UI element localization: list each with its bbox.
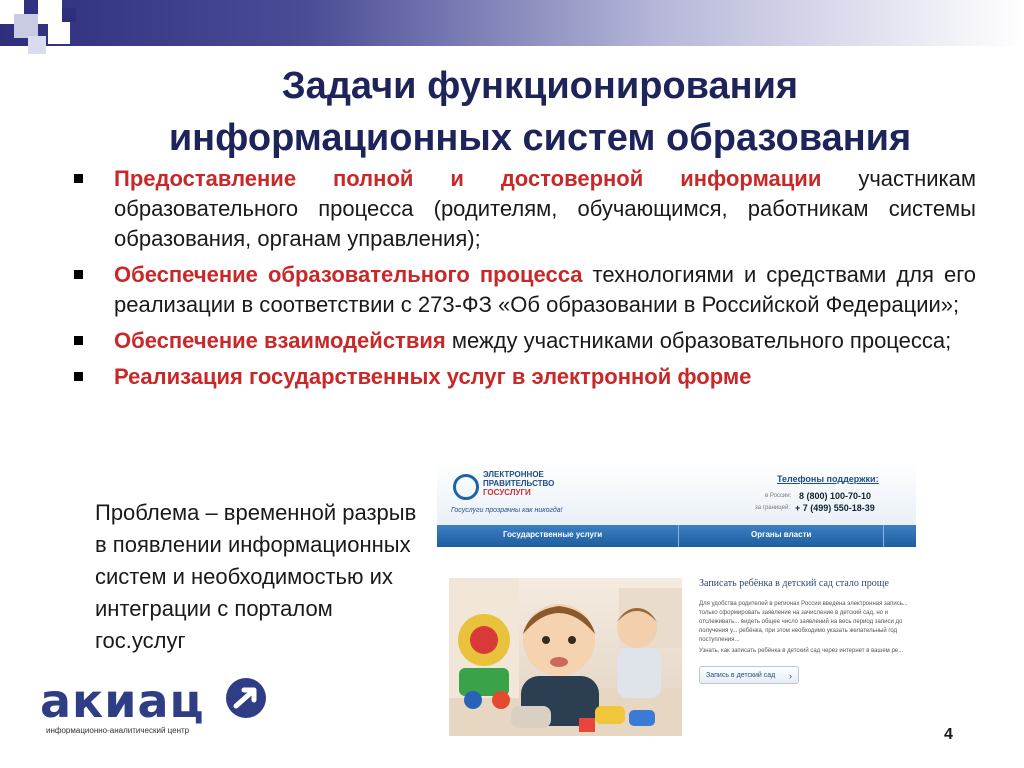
phone1-label: в России:	[765, 493, 792, 499]
chevron-right-icon: ›	[789, 671, 792, 681]
portal-logo-text	[483, 470, 554, 497]
item-text: между участниками образовательного процесса;	[445, 328, 952, 353]
problem-text: Проблема – временной разрыв в появлении информационных систем и необходимостью их интеграции с порталом гос.услуг	[95, 500, 417, 653]
logo-line-2: ПРАВИТЕЛЬСТВО	[483, 479, 555, 488]
slide-title	[60, 60, 1020, 164]
bullet-square-icon	[74, 372, 83, 381]
decor-square	[62, 8, 76, 22]
list-item	[72, 164, 976, 254]
children-playing-image	[449, 578, 682, 736]
item-highlight: Предоставление полной и достоверной информации	[114, 166, 822, 191]
item-highlight: Обеспечение взаимодействия	[114, 328, 446, 353]
phone2-label: за границей:	[755, 505, 791, 511]
decor-square	[14, 14, 38, 38]
list-item	[72, 326, 976, 356]
support-phones-title[interactable]: Телефоны поддержки:	[777, 474, 879, 484]
kindergarten-enroll-button[interactable]	[699, 666, 799, 684]
logo-arrow-icon	[226, 678, 266, 718]
portal-header	[437, 462, 916, 525]
logo-line-1: ЭЛЕКТРОННОЕ	[483, 470, 544, 479]
logo-text: акиац	[40, 674, 205, 728]
header-gradient-bar	[0, 0, 1024, 46]
nav-gov-services[interactable]: Государственные услуги	[503, 530, 603, 539]
task-list	[72, 164, 976, 398]
item-text: участникам образовательного процесса (родителям, обучающимся, работникам системы образования, органам управления);	[114, 166, 977, 251]
logo-line-3: ГОСУСЛУГИ	[483, 488, 531, 497]
decor-square	[48, 22, 70, 44]
title-line-2: информационных систем образования	[168, 117, 912, 159]
akiac-logo	[40, 674, 250, 740]
nav-separator	[883, 525, 884, 547]
logo-subtitle: информационно-аналитический центр	[46, 726, 190, 735]
bullet-square-icon	[74, 336, 83, 345]
logo-arrow-svg	[226, 678, 266, 718]
title-line-1: Задачи функционирования	[281, 65, 799, 107]
gosuslugi-logo-icon	[453, 474, 479, 500]
bullet-square-icon	[74, 270, 83, 279]
children-photo	[449, 578, 682, 736]
article-title[interactable]: Записать ребёнка в детский сад стало проще	[699, 578, 889, 589]
gosuslugi-portal-screenshot	[437, 462, 916, 750]
portal-nav	[437, 525, 916, 547]
decor-square	[28, 36, 46, 54]
article-body: Для удобства родителей в регионах России введена электронная запись... только сформировать заявление на зачисление в детский сад, но и отслеживать... видеть общее число заявлений на весь период записи до получения у... ребёнка, при этом необходимо указать желательный год поступления...	[699, 601, 908, 643]
item-highlight: Реализация государственных услуг в электронной форме	[114, 364, 752, 389]
phone2-number: + 7 (499) 550-18-39	[795, 503, 875, 513]
list-item	[72, 260, 976, 320]
nav-authorities[interactable]: Органы власти	[751, 530, 812, 539]
nav-separator	[678, 525, 679, 547]
list-item	[72, 362, 976, 392]
item-highlight: Обеспечение образовательного процесса	[114, 262, 583, 287]
decor-square	[38, 0, 62, 24]
item-text: технологиями и средствами для его реализации в соответствии с 273-ФЗ «Об образовании в Российской Федерации»;	[114, 262, 976, 317]
bullet-square-icon	[74, 174, 83, 183]
button-label: Запись в детский сад	[706, 672, 776, 679]
phone1-number: 8 (800) 100-70-10	[799, 491, 872, 501]
portal-slogan: Госуслуги прозрачны как никогда!	[451, 507, 563, 514]
article-body-2: Узнать, как записать ребёнка в детский сад через интернет в вашем ре...	[699, 648, 904, 654]
page-number: 4	[944, 726, 953, 743]
